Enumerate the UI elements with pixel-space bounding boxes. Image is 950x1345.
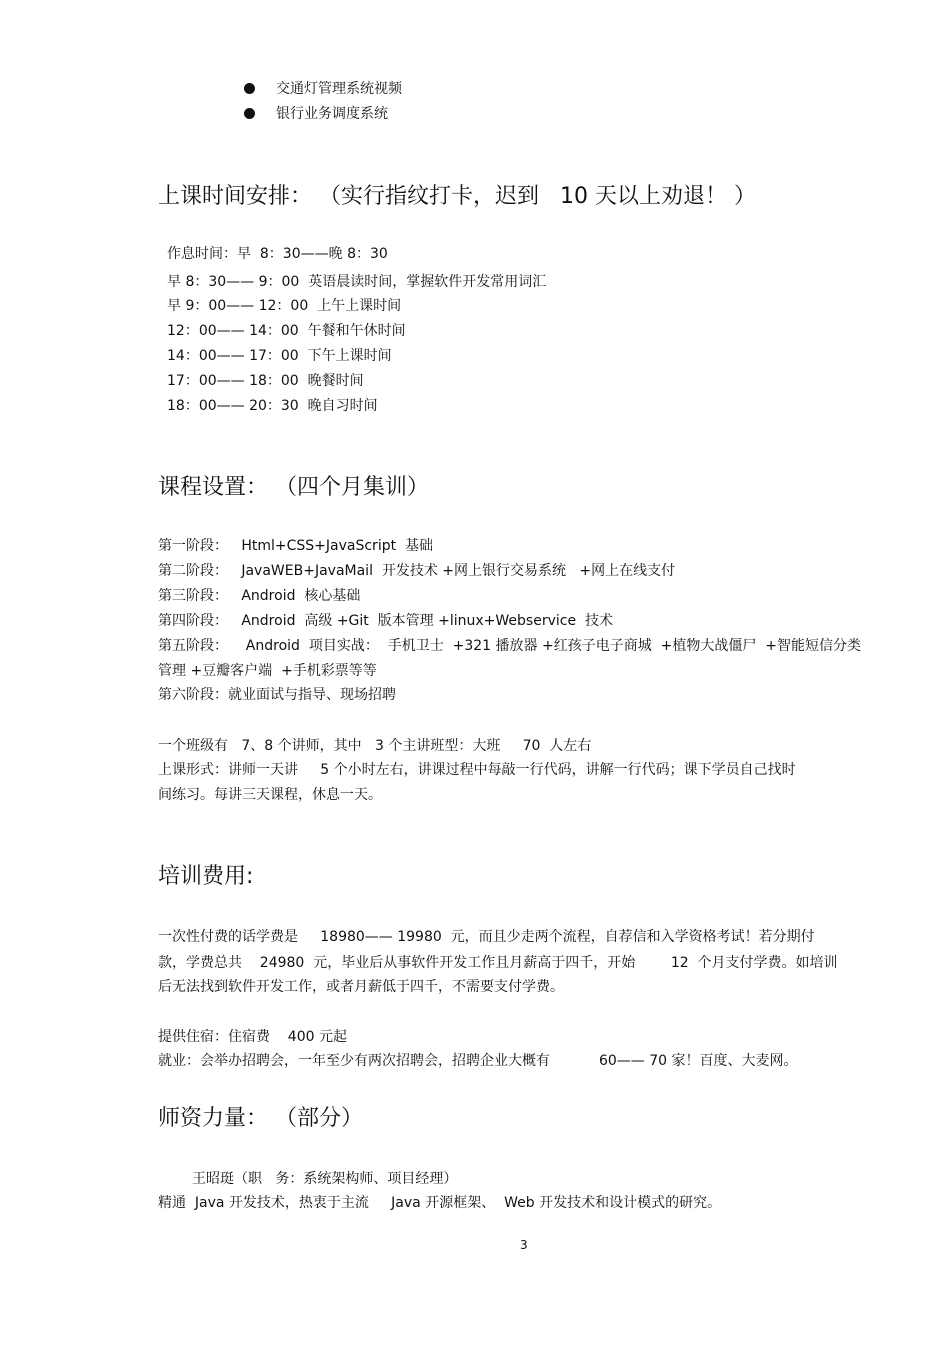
- course-line: 第三阶段： Android 核心基础: [158, 588, 361, 604]
- fee-extra-line: 提供住宿：住宿费 400 元起: [158, 1029, 347, 1045]
- schedule-line: 18：00—— 20：30 晚自习时间: [167, 398, 378, 414]
- schedule-line: 12：00—— 14：00 午餐和午休时间: [167, 323, 406, 339]
- course-line: 第五阶段： Android 项目实战： 手机卫士 +321 播放器 +红孩子电子商城 +植物大战僵尸 +智能短信分类: [158, 638, 861, 654]
- course-line: 第一阶段： Html+CSS+JavaScript 基础: [158, 538, 433, 554]
- course-line: 第六阶段：就业面试与指导、现场招聘: [158, 687, 396, 703]
- fees-heading: 培训费用:: [158, 864, 254, 889]
- fee-extra-line: 就业：会举办招聘会，一年至少有两次招聘会，招聘企业大概有 60—— 70 家！百度、大麦网。: [158, 1053, 798, 1069]
- courses-heading: 课程设置： （四个月集训）: [158, 475, 429, 500]
- fee-line: 款，学费总共 24980 元，毕业后从事软件开发工作且月薪高于四千，开始 12 个月支付学费。如培训: [158, 955, 838, 971]
- fee-line: 一次性付费的话学费是 18980—— 19980 元，而且少走两个流程，自荐信和入学资格考试！若分期付: [158, 929, 815, 945]
- course-line: 管理 +豆瓣客户端 +手机彩票等等: [158, 663, 377, 679]
- schedule-line: 早 9：00—— 12：00 上午上课时间: [167, 298, 402, 314]
- teachers-heading: 师资力量： （部分）: [158, 1106, 363, 1131]
- schedule-line: 早 8：30—— 9：00 英语晨读时间，掌握软件开发常用词汇: [167, 274, 547, 290]
- bullet-item: 交通灯管理系统视频: [276, 81, 402, 97]
- teacher-line: 精通 Java 开发技术，热衷于主流 Java 开源框架、 Web 开发技术和设计模式的研究。: [158, 1195, 722, 1211]
- class-info-line: 间练习。每讲三天课程，休息一天。: [158, 787, 382, 803]
- bullet-marker: [244, 108, 255, 119]
- page-number: 3: [520, 1238, 528, 1252]
- course-line: 第四阶段： Android 高级 +Git 版本管理 +linux+Webservice 技术: [158, 613, 613, 629]
- schedule-heading: 上课时间安排： （实行指纹打卡，迟到 10 天以上劝退！ ）: [158, 184, 756, 209]
- teacher-line: 王昭珽（职 务：系统架构师、项目经理）: [192, 1171, 458, 1187]
- schedule-line: 17：00—— 18：00 晚餐时间: [167, 373, 364, 389]
- class-info-line: 上课形式：讲师一天讲 5 个小时左右，讲课过程中每敲一行代码，讲解一行代码；课下学员自己找时: [158, 762, 796, 778]
- fee-line: 后无法找到软件开发工作，或者月薪低于四千，不需要支付学费。: [158, 979, 564, 995]
- bullet-item: 银行业务调度系统: [276, 106, 388, 122]
- class-info-line: 一个班级有 7、8 个讲师，其中 3 个主讲班型：大班 70 人左右: [158, 738, 592, 754]
- course-line: 第二阶段： JavaWEB+JavaMail 开发技术 +网上银行交易系统 +网上在线支付: [158, 563, 676, 579]
- bullet-marker: [244, 83, 255, 94]
- schedule-line: 作息时间：早 8：30——晚 8：30: [167, 246, 388, 262]
- schedule-line: 14：00—— 17：00 下午上课时间: [167, 348, 392, 364]
